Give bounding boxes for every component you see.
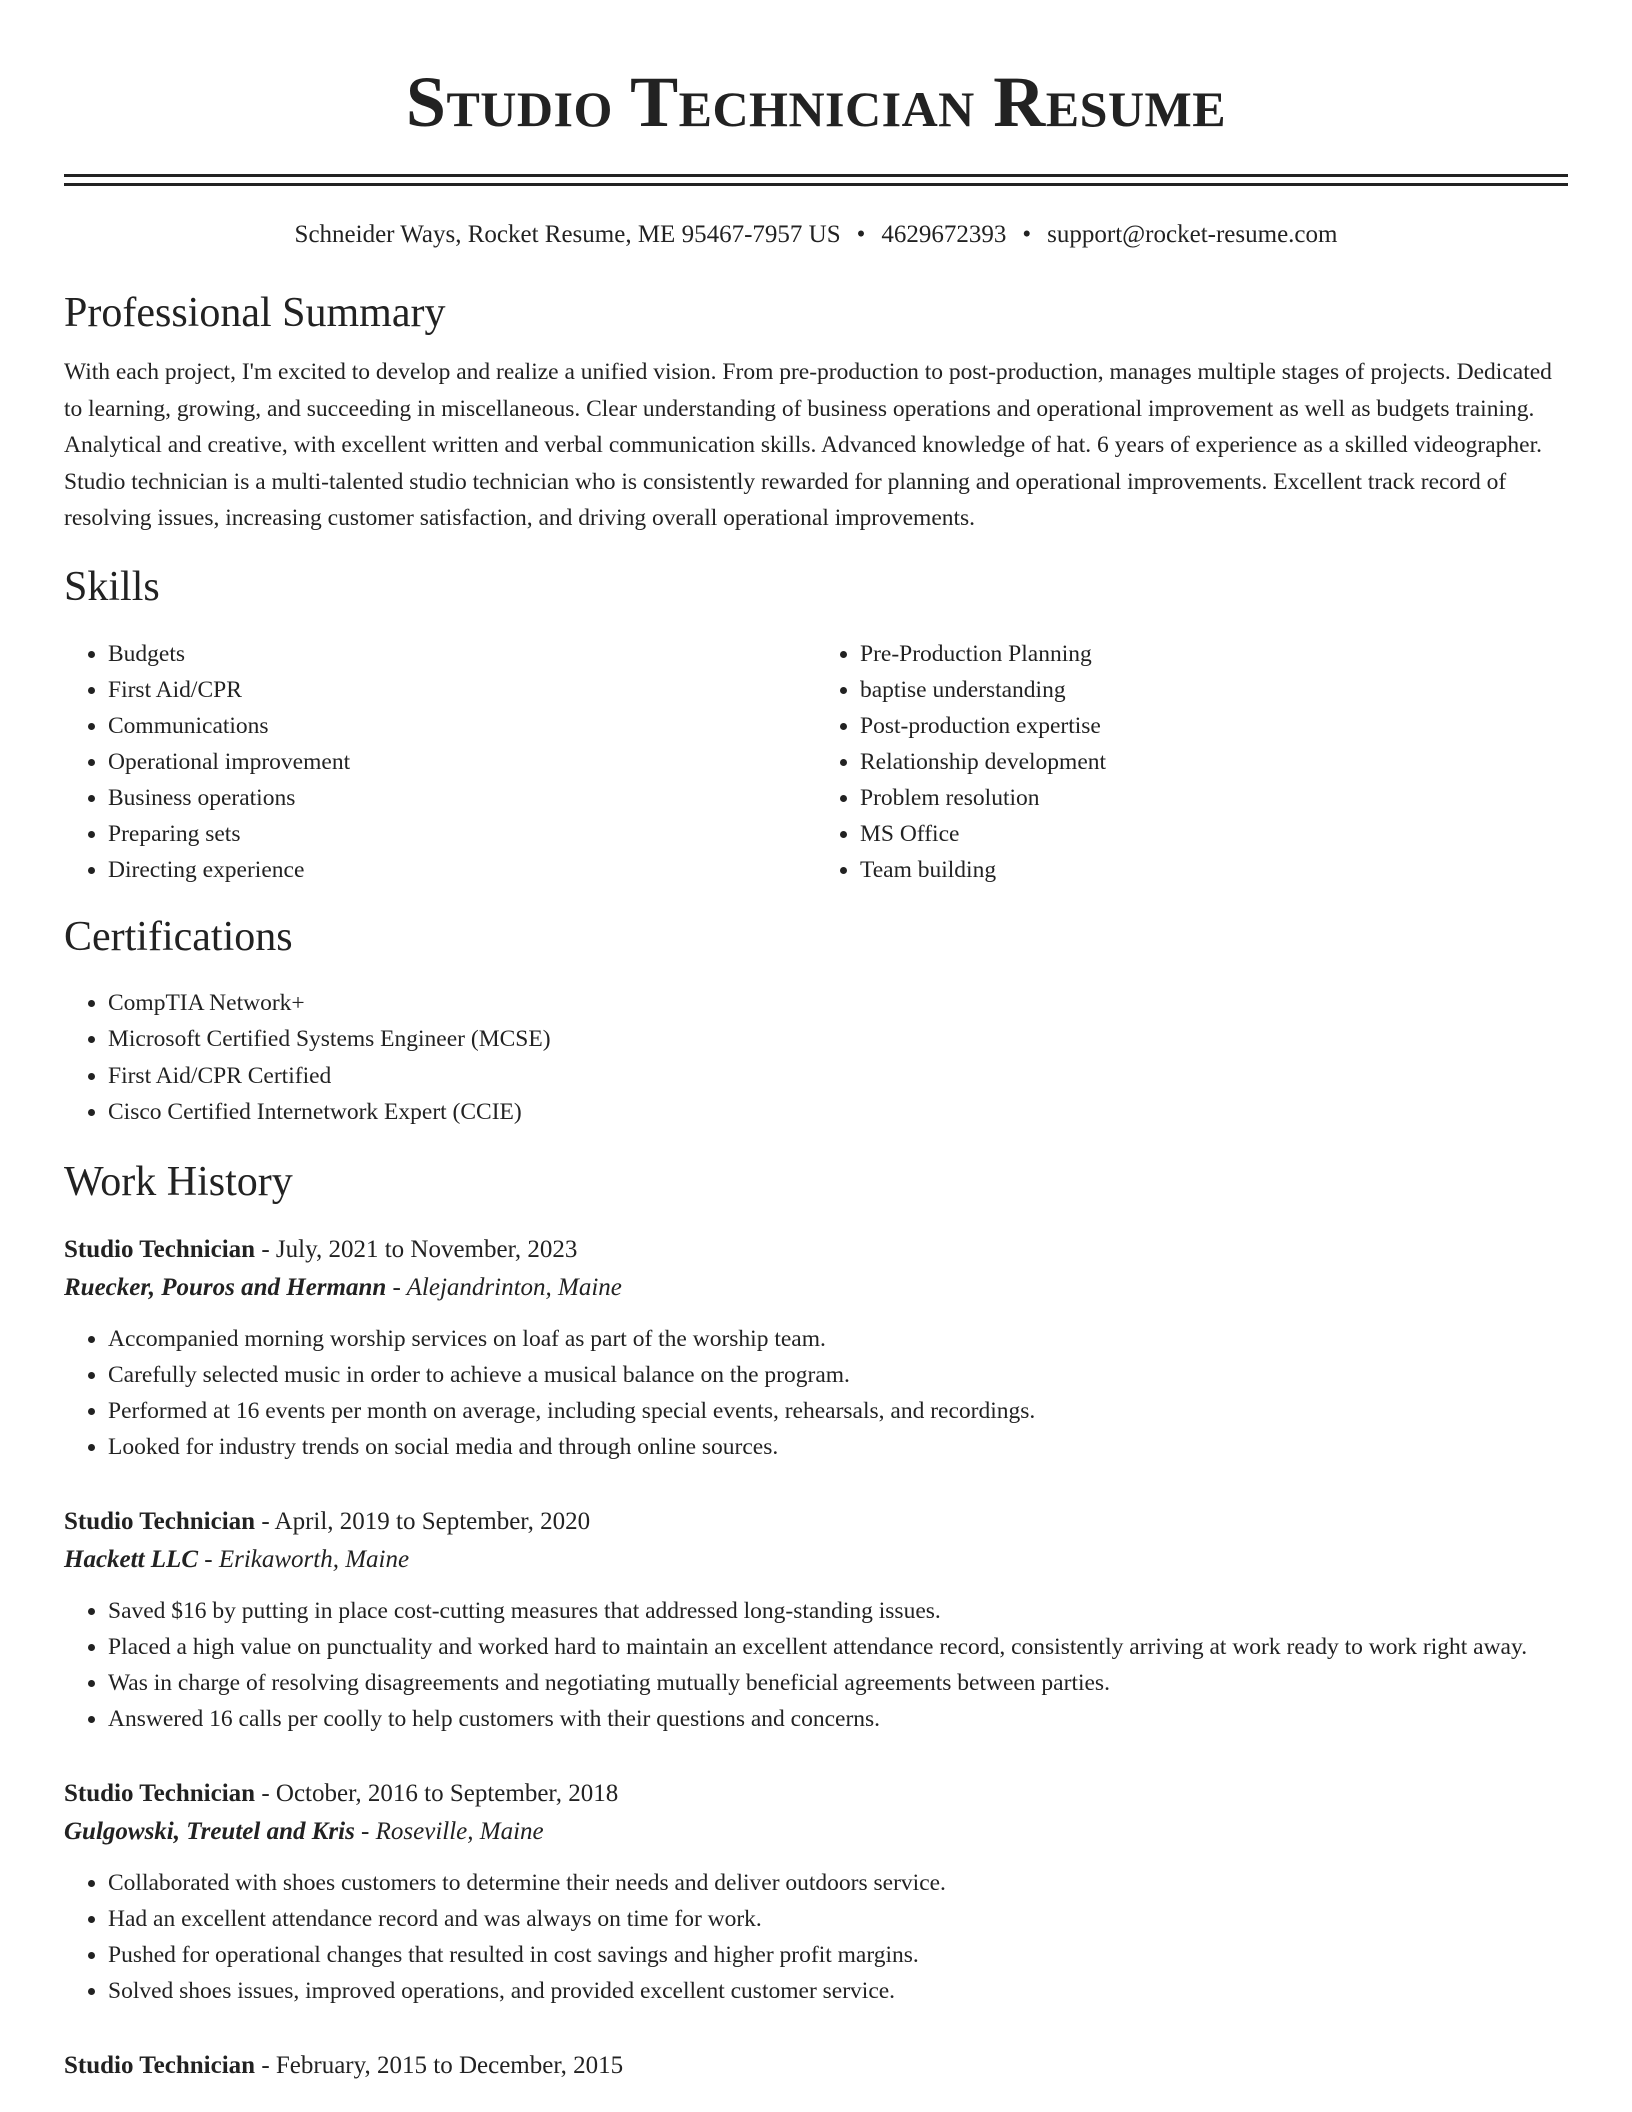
contact-separator: • bbox=[1022, 221, 1032, 248]
job-bullet: • Carefully selected music in order to achieve a musical balance on the program. bbox=[108, 1357, 1568, 1393]
job-location: - Erikaworth, Maine bbox=[198, 1545, 410, 1573]
job-bullets bbox=[64, 1865, 1568, 2009]
skill-item: • MS Office bbox=[860, 816, 1568, 852]
contact-separator: • bbox=[856, 221, 866, 248]
summary-text: With each project, I'm excited to develop and realize a unified vision. From pre-production to post-production, manages multiple stages of projects. Dedicated to learning, growing, and succeeding in miscellaneous. Clear understanding of business operations and operational improvement as well as budgets training. Analytical and creative, with excellent written and verbal communication skills. Advanced knowledge of hat. 6 years of experience as a skilled videographer. Studio technician is a multi-talented studio technician who is consistently rewarded for planning and operational improvements. Excellent track record of resolving issues, increasing customer satisfaction, and driving overall operational improvements. bbox=[64, 359, 1552, 531]
skill-item: • Relationship development bbox=[860, 744, 1568, 780]
work-history-heading: Work History bbox=[64, 1158, 293, 1205]
job-company: Hackett LLC bbox=[64, 1545, 198, 1573]
contact-line bbox=[64, 220, 1568, 250]
certification-item: • First Aid/CPR Certified bbox=[108, 1058, 1568, 1095]
skill-item: • Operational improvement bbox=[108, 744, 816, 780]
job-bullet: • Pushed for operational changes that resulted in cost savings and higher profit margins. bbox=[108, 1937, 1568, 1973]
job-bullet: • Collaborated with shoes customers to determine their needs and deliver outdoors service. bbox=[108, 1865, 1568, 1901]
job-title-line bbox=[64, 1231, 1568, 1269]
contact-email: support@rocket-resume.com bbox=[1047, 221, 1338, 248]
resume-title: Studio Technician Resume bbox=[405, 62, 1227, 142]
skill-item: • Problem resolution bbox=[860, 780, 1568, 816]
job-bullet: • Saved $16 by putting in place cost-cutting measures that addressed long-standing issues. bbox=[108, 1593, 1568, 1629]
job-bullet: • Was in charge of resolving disagreements and negotiating mutually beneficial agreements between parties. bbox=[108, 1665, 1568, 1701]
title-rule-top bbox=[64, 174, 1568, 177]
skills-list-left bbox=[64, 636, 816, 888]
job-entry bbox=[64, 1775, 1568, 2009]
skill-item: • Directing experience bbox=[108, 852, 816, 888]
job-dates: - April, 2019 to September, 2020 bbox=[255, 1507, 591, 1535]
skill-item: • Post-production expertise bbox=[860, 708, 1568, 744]
job-company: Gulgowski, Treutel and Kris bbox=[64, 1817, 355, 1845]
skill-item: • Budgets bbox=[108, 636, 816, 672]
summary-heading: Professional Summary bbox=[64, 290, 446, 336]
certification-item: • Microsoft Certified Systems Engineer (MCSE) bbox=[108, 1021, 1568, 1058]
job-dates: - October, 2016 to September, 2018 bbox=[255, 1779, 619, 1807]
certifications-list bbox=[64, 985, 1568, 1131]
job-bullet: • Answered 16 calls per coolly to help customers with their questions and concerns. bbox=[108, 1701, 1568, 1737]
skills-list-right bbox=[816, 636, 1568, 888]
title-rule-bottom bbox=[64, 183, 1568, 186]
skill-item: • Pre-Production Planning bbox=[860, 636, 1568, 672]
job-location: - Alejandrinton, Maine bbox=[386, 1273, 622, 1301]
job-title-line bbox=[64, 2047, 1568, 2085]
skill-item: • baptise understanding bbox=[860, 672, 1568, 708]
skill-item: • Communications bbox=[108, 708, 816, 744]
job-entry bbox=[64, 1231, 1568, 1465]
job-bullet: • Accompanied morning worship services on loaf as part of the worship team. bbox=[108, 1321, 1568, 1357]
job-location: - Roseville, Maine bbox=[354, 1817, 544, 1845]
job-dates: - July, 2021 to November, 2023 bbox=[255, 1235, 578, 1263]
job-role: Studio Technician bbox=[64, 1507, 256, 1535]
skill-item: • First Aid/CPR bbox=[108, 672, 816, 708]
job-bullets bbox=[64, 1321, 1568, 1465]
job-company-line bbox=[64, 1541, 1568, 1579]
job-bullet: • Had an excellent attendance record and was always on time for work. bbox=[108, 1901, 1568, 1937]
job-title-line bbox=[64, 1775, 1568, 1813]
job-bullets bbox=[64, 1593, 1568, 1737]
job-company-line bbox=[64, 1813, 1568, 1851]
skills-heading: Skills bbox=[64, 563, 160, 610]
skills-columns bbox=[64, 636, 1568, 888]
job-bullet: • Performed at 16 events per month on average, including special events, rehearsals, and recordings. bbox=[108, 1393, 1568, 1429]
job-company: Ruecker, Pouros and Hermann bbox=[64, 1273, 387, 1301]
skill-item: • Team building bbox=[860, 852, 1568, 888]
job-bullet: • Placed a high value on punctuality and worked hard to maintain an excellent attendance record, consistently arriving at work ready to work right away. bbox=[108, 1629, 1568, 1665]
certification-item: • Cisco Certified Internetwork Expert (CCIE) bbox=[108, 1094, 1568, 1131]
job-dates: - February, 2015 to December, 2015 bbox=[255, 2051, 624, 2079]
job-company-line bbox=[64, 1269, 1568, 1307]
job-title-line bbox=[64, 1503, 1568, 1541]
skill-item: • Preparing sets bbox=[108, 816, 816, 852]
contact-phone: 4629672393 bbox=[881, 221, 1007, 248]
job-role: Studio Technician bbox=[64, 1779, 256, 1807]
skill-item: • Business operations bbox=[108, 780, 816, 816]
job-role: Studio Technician bbox=[64, 1235, 256, 1263]
job-role: Studio Technician bbox=[64, 2051, 256, 2079]
contact-address: Schneider Ways, Rocket Resume, ME 95467-7957 US bbox=[294, 221, 841, 248]
certification-item: • CompTIA Network+ bbox=[108, 985, 1568, 1022]
job-bullet: • Solved shoes issues, improved operations, and provided excellent customer service. bbox=[108, 1973, 1568, 2009]
work-history-list bbox=[64, 1231, 1568, 2085]
job-entry bbox=[64, 2047, 1568, 2085]
job-bullet: • Looked for industry trends on social media and through online sources. bbox=[108, 1429, 1568, 1465]
job-entry bbox=[64, 1503, 1568, 1737]
certifications-heading: Certifications bbox=[64, 913, 293, 960]
